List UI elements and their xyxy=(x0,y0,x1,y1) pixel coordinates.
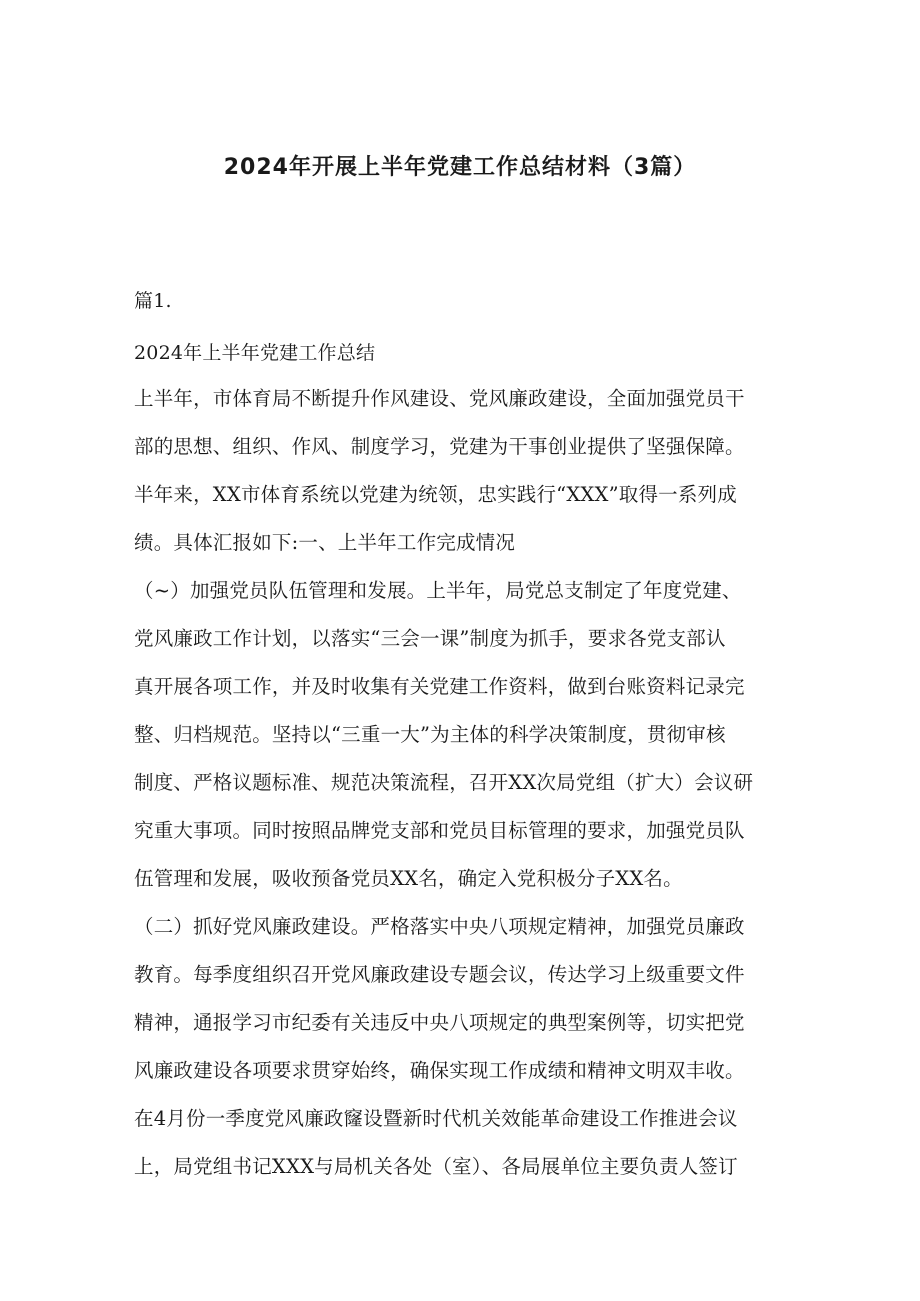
text-line: 上半年，市体育局不断提升作风建设、党风廉政建设，全面加强党员干 xyxy=(134,387,745,410)
document-body xyxy=(134,284,794,1198)
section-subtitle: 2024年上半年党建工作总结 xyxy=(134,342,376,364)
text-line: 在4月份一季度党风廉政窿设暨新时代机关效能革命建设工作推进会议 xyxy=(134,1107,738,1130)
text-line: （~）加强党员队伍管理和发展。上半年，局党总支制定了年度党建、 xyxy=(134,579,742,602)
text-line: 上，局党组书记XXX与局机关各处（室）、各局展单位主要负责人签订 xyxy=(134,1155,738,1178)
text-line: 教育。每季度组织召开党风廉政建设专题会议，传达学习上级重要文件 xyxy=(134,963,745,986)
document-title: 2024年开展上半年党建工作总结材料（3篇） xyxy=(223,155,697,180)
text-line: 制度、严格议题标准、规范决策流程，召开XX次局党组（扩大）会议研 xyxy=(134,771,754,794)
text-line: 究重大事项。同时按照品牌党支部和党员目标管理的要求，加强党员队 xyxy=(134,819,745,842)
text-line: 半年来，XX市体育系统以党建为统领，忠实践行“XXX”取得一系列成 xyxy=(134,483,737,506)
text-line: （二）抓好党风廉政建设。严格落实中央八项规定精神，加强党员廉政 xyxy=(134,915,745,938)
text-line: 风廉政建设各项要求贯穿始终，确保实现工作成绩和精神文明双丰收。 xyxy=(134,1059,745,1082)
text-line: 真开展各项工作，并及时收集有关党建工作资料，做到台账资料记录完 xyxy=(134,675,745,698)
text-line: 整、归档规范。坚持以“三重一大”为主体的科学决策制度，贯彻审核 xyxy=(134,723,726,746)
text-line: 伍管理和发展，吸收预备党员XX名，确定入党积极分子XX名。 xyxy=(134,867,683,890)
text-line: 精神，通报学习市纪委有关违反中央八项规定的典型案例等，切实把党 xyxy=(134,1011,745,1034)
body-text xyxy=(134,382,794,1184)
text-line: 绩。具体汇报如下:一、上半年工作完成情况 xyxy=(134,531,516,554)
section-label: 篇1. xyxy=(134,290,172,312)
text-line: 党风廉政工作计划，以落实“三会一课”制度为抓手，要求各党支部认 xyxy=(134,627,726,650)
text-line: 部的思想、组织、作风、制度学习，党建为干事创业提供了坚强保障。 xyxy=(134,435,745,458)
